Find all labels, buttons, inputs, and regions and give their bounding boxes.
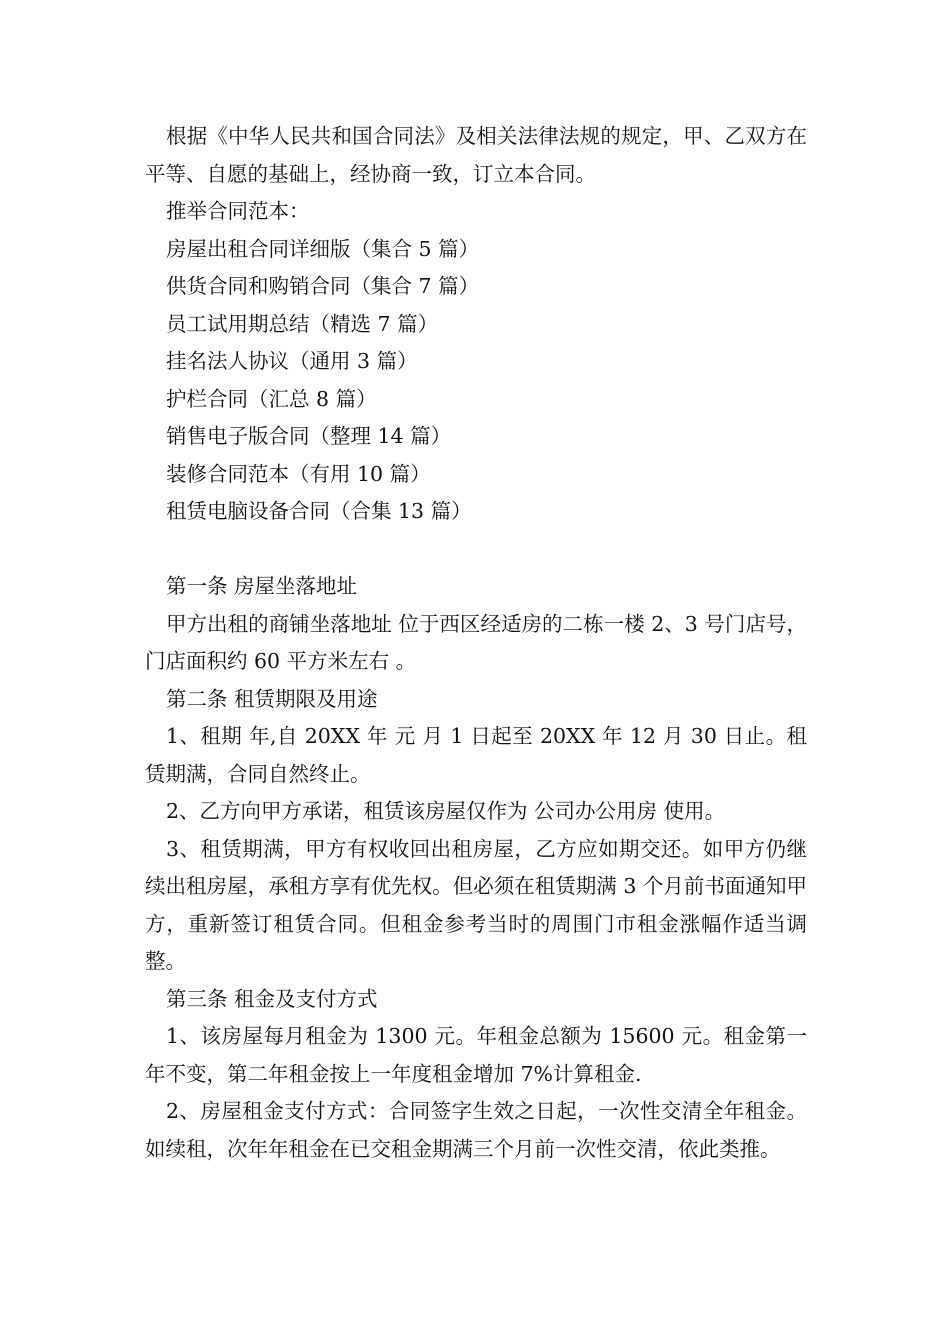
article-3-paragraph-1: 1、该房屋每月租金为 1300 元。年租金总额为 15600 元。租金第一年不变，第二年租金按上一年度租金增加 7%计算租金. <box>145 1024 807 1086</box>
intro-paragraph: 根据《中华人民共和国合同法》及相关法律法规的规定，甲、乙双方在平等、自愿的基础上，经协商一致，订立本合同。 <box>145 124 807 186</box>
blank-line <box>145 531 807 569</box>
article-2-paragraph-1: 1、租期 年,自 20XX 年 元 月 1 日起至 20XX 年 12 月 30 日止。租赁期满，合同自然终止。 <box>145 724 807 786</box>
recommend-heading: 推举合同范本： <box>166 199 310 223</box>
article-2-paragraph-2: 2、乙方向甲方承诺，租赁该房屋仅作为 公司办公用房 使用。 <box>166 799 726 823</box>
recommend-item[interactable]: 租赁电脑设备合同（合集 13 篇） <box>166 499 472 523</box>
recommend-item[interactable]: 挂名法人协议（通用 3 篇） <box>166 349 418 373</box>
article-2-title: 第二条 租赁期限及用途 <box>166 686 378 711</box>
article-3-title: 第三条 租金及支付方式 <box>166 986 378 1011</box>
document-body <box>145 118 807 1168</box>
recommend-item[interactable]: 护栏合同（汇总 8 篇） <box>166 386 377 411</box>
recommend-item[interactable]: 装修合同范本（有用 10 篇） <box>166 461 431 486</box>
recommend-item[interactable]: 员工试用期总结（精选 7 篇） <box>166 311 439 336</box>
article-2-paragraph-3: 3、租赁期满，甲方有权收回出租房屋，乙方应如期交还。如甲方仍继续出租房屋，承租方享有优先权。但必须在租赁期满 3 个月前书面通知甲方，重新签订租赁合同。但租金参考当时的周围门市租金涨幅作适当调整。 <box>145 836 807 973</box>
article-1-paragraph: 甲方出租的商铺坐落地址 位于西区经适房的二栋一楼 2、3 号门店号，门店面积约 60 平方米左右 。 <box>145 611 807 673</box>
recommend-item[interactable]: 供货合同和购销合同（集合 7 篇） <box>166 274 480 298</box>
article-1-title: 第一条 房屋坐落地址 <box>166 574 358 598</box>
recommend-item[interactable]: 销售电子版合同（整理 14 篇） <box>166 424 452 448</box>
article-3-paragraph-2: 2、房屋租金支付方式：合同签字生效之日起，一次性交清全年租金。如续租，次年年租金在已交租金期满三个月前一次性交清，依此类推。 <box>145 1099 807 1161</box>
recommend-item[interactable]: 房屋出租合同详细版（集合 5 篇） <box>166 236 480 261</box>
